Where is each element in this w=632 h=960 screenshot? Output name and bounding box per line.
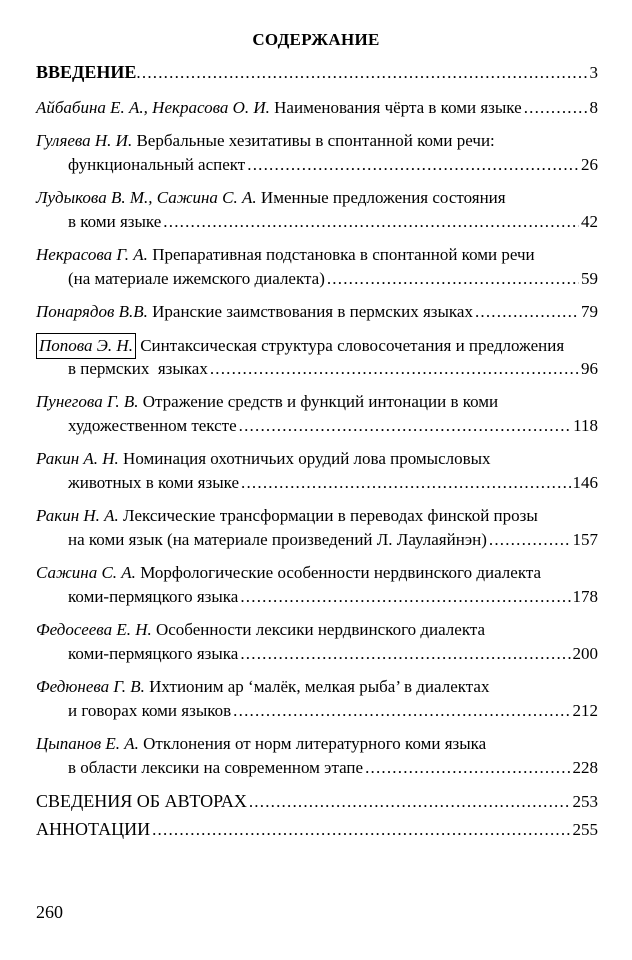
page-ref: 157 (572, 530, 598, 549)
dot-leader (240, 585, 570, 609)
page-ref: 118 (573, 416, 598, 435)
dot-leader (240, 642, 570, 666)
entry-title: Ихтионим ар ‘малёк, мелкая рыба’ в диалектах (149, 677, 490, 696)
entry-title-continued: художественном тексте (68, 416, 237, 435)
author-name-highlighted: Попова Э. Н. (36, 333, 136, 359)
toc-entry (36, 390, 598, 438)
entry-title-continued: и говорах коми языков (68, 701, 232, 720)
entry-title: Синтаксическая структура словосочетания и предложения (140, 336, 565, 355)
entry-title: Лексические трансформации в переводах финской прозы (123, 506, 538, 525)
page-ref: 8 (589, 98, 598, 117)
author-name: Айбабина Е. А., Некрасова О. И. (36, 98, 270, 117)
page-ref: 253 (572, 792, 598, 811)
author-name: Цыпанов Е. А. (36, 734, 139, 753)
author-name: Федосеева Е. Н. (36, 620, 152, 639)
entry-title-continued: в коми языке (68, 212, 162, 231)
entry-title-continued: (на материале ижемского диалекта) (68, 269, 325, 288)
author-name: Ракин Н. А. (36, 506, 119, 525)
dot-leader (247, 153, 579, 177)
entry-title-continued: в области лексики на современном этапе (68, 758, 364, 777)
dot-leader (233, 699, 570, 723)
author-name: Понарядов В.В. (36, 302, 148, 321)
section-label: ВВЕДЕНИЕ (36, 62, 137, 82)
toc-entry (36, 300, 598, 324)
page-ref: 146 (572, 473, 598, 492)
toc-entry (36, 333, 598, 381)
entry-title: Номинация охотничьих орудий лова промысловых (123, 449, 491, 468)
page-number: 260 (36, 902, 63, 922)
author-name: Пунегова Г. В. (36, 392, 139, 411)
author-name: Федюнева Г. В. (36, 677, 145, 696)
dot-leader (152, 818, 570, 842)
table-of-contents (36, 60, 598, 845)
entry-title-continued: в пермских языках (68, 359, 208, 378)
entry-title: Препаративная подстановка в спонтанной коми речи (152, 245, 535, 264)
dot-leader (524, 96, 588, 120)
page-ref: 42 (581, 212, 598, 231)
page-ref: 228 (572, 758, 598, 777)
page-ref: 3 (589, 63, 598, 82)
page-ref: 59 (581, 269, 598, 288)
toc-entry-intro (36, 60, 598, 84)
entry-title: Иранские заимствования в пермских языках (152, 302, 473, 321)
entry-title: Отражение средств и функций интонации в коми (142, 392, 499, 411)
author-name: Сажина С. А. (36, 563, 136, 582)
section-label: АННОТАЦИИ (36, 819, 151, 839)
page-ref: 79 (581, 302, 598, 321)
dot-leader (163, 210, 579, 234)
dot-leader (210, 357, 579, 381)
entry-title: Морфологические особенности нердвинского диалекта (140, 563, 542, 582)
toc-entry (36, 618, 598, 666)
entry-title: Наименования чёрта в коми языке (274, 98, 522, 117)
toc-entry (36, 129, 598, 177)
entry-title-continued: на коми язык (на материале произведений Л. Лаулаяйнэн) (68, 530, 487, 549)
author-name: Гуляева Н. И. (36, 131, 133, 150)
entry-title: Отклонения от норм литературного коми языка (143, 734, 487, 753)
entry-title-continued: коми-пермяцкого языка (68, 644, 239, 663)
toc-entry (36, 675, 598, 723)
dot-leader (249, 790, 571, 814)
dot-leader (489, 528, 571, 552)
page-ref: 26 (581, 155, 598, 174)
page-ref: 200 (572, 644, 598, 663)
entry-title-continued: функциональный аспект (68, 155, 246, 174)
page-title: СОДЕРЖАНИЕ (252, 30, 380, 49)
entry-title-continued: коми-пермяцкого языка (68, 587, 239, 606)
entry-title-continued: животных в коми языке (68, 473, 240, 492)
toc-entry (36, 447, 598, 495)
dot-leader (327, 267, 579, 291)
page-ref: 212 (572, 701, 598, 720)
dot-leader (239, 414, 571, 438)
page-ref: 255 (572, 820, 598, 839)
toc-entry-authors (36, 789, 598, 813)
toc-entry-annotations (36, 817, 598, 841)
dot-leader (136, 61, 587, 85)
toc-entry (36, 96, 598, 120)
entry-title: Именные предложения состояния (260, 188, 506, 207)
page-ref: 178 (572, 587, 598, 606)
dot-leader (475, 300, 579, 324)
entry-title: Особенности лексики нердвинского диалекта (155, 620, 486, 639)
toc-entry (36, 561, 598, 609)
entry-title: Вербальные хезитативы в спонтанной коми речи: (136, 131, 495, 150)
author-name: Ракин А. Н. (36, 449, 119, 468)
toc-entry (36, 186, 598, 234)
toc-entry (36, 243, 598, 291)
author-name: Некрасова Г. А. (36, 245, 148, 264)
section-label: СВЕДЕНИЯ ОБ АВТОРАХ (36, 791, 247, 811)
author-name: Лудыкова В. М., Сажина С. А. (36, 188, 257, 207)
dot-leader (241, 471, 570, 495)
toc-entry (36, 504, 598, 552)
page-ref: 96 (581, 359, 598, 378)
toc-entry (36, 732, 598, 780)
dot-leader (365, 756, 570, 780)
